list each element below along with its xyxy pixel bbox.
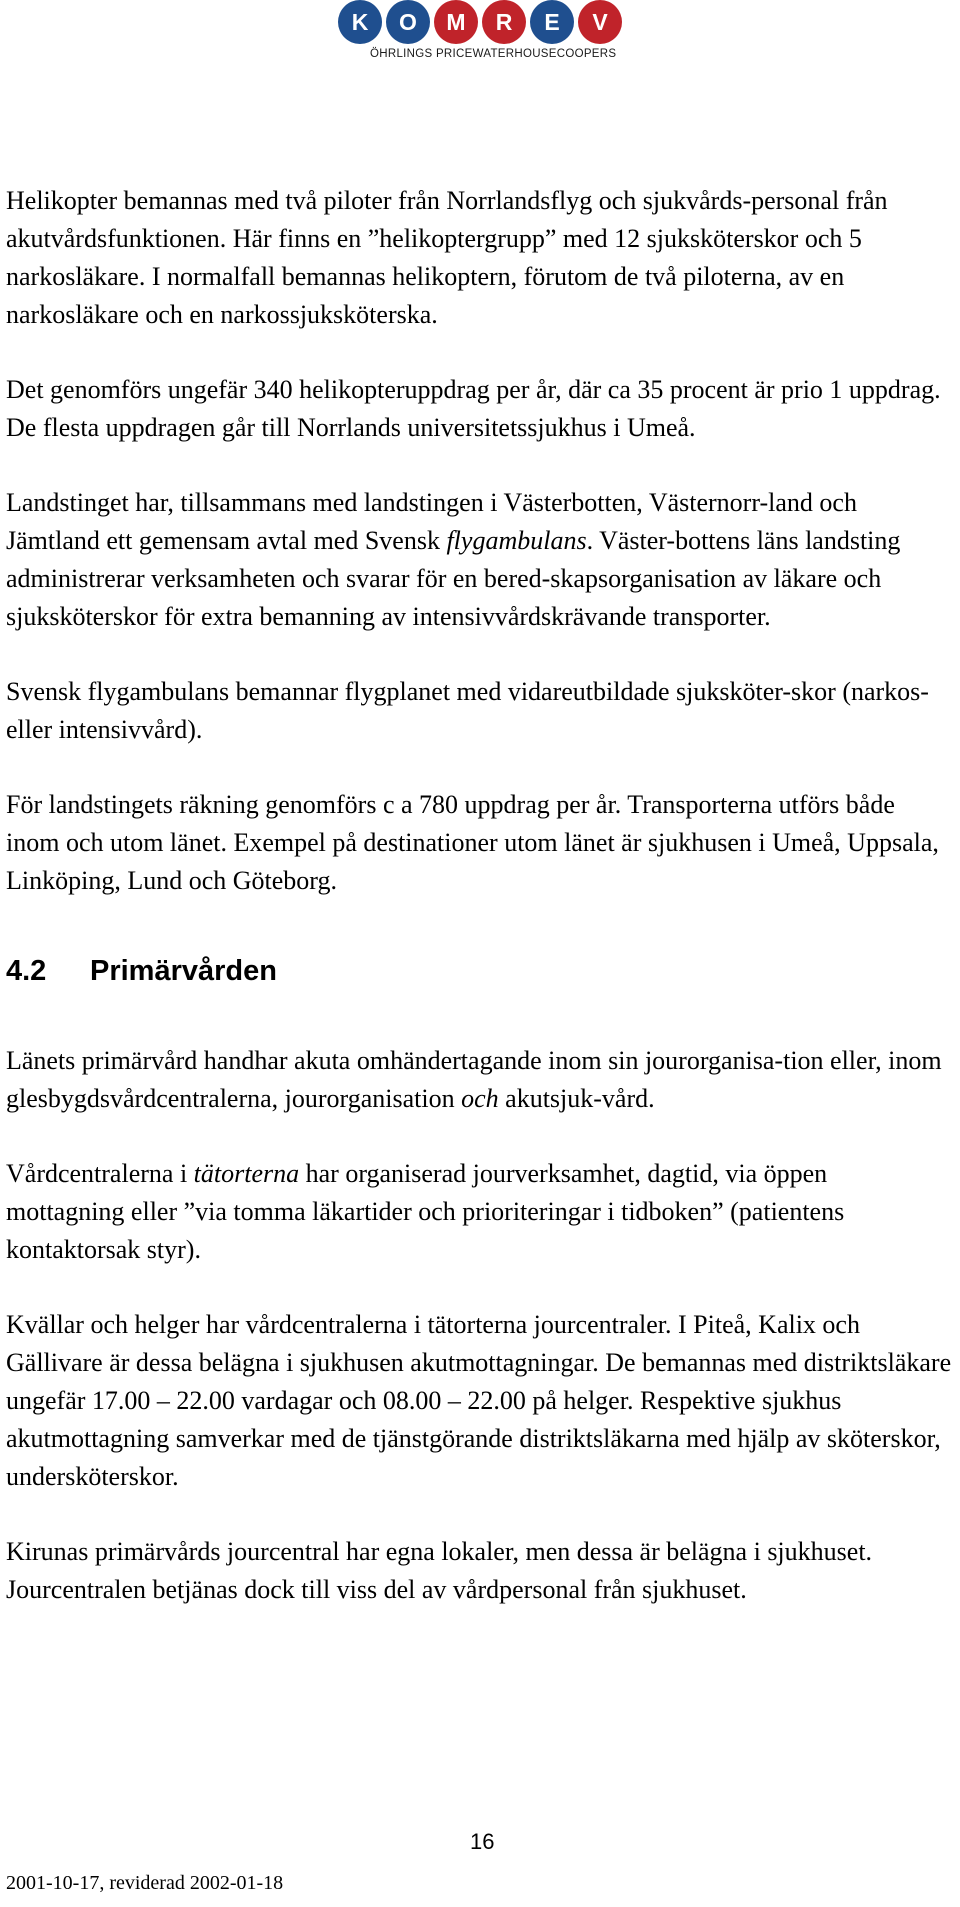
logo-letter-r: R [482,0,526,44]
logo-letter-o: O [386,0,430,44]
paragraph-county-agreement [6,484,952,636]
revision-date: 2001-10-17, reviderad 2002-01-18 [6,1872,284,1894]
logo-letter-v: V [578,0,622,44]
logo-letter-e: E [530,0,574,44]
text-segment: . Väster-bottens läns landsting administrerar verksamheten och svarar för en bered-skapsorganisation av läkare och sjuksköterskor för extra bemanning av intensivvårdskrävande transporter. [6,526,901,631]
logo-letter-m: M [434,0,478,44]
komrev-logo [338,0,628,68]
italic-text: flygambulans [446,526,587,555]
paragraph-helicopter-staffing: Helikopter bemannas med två piloter från Norrlandsflyg och sjukvårds-personal från akutvårdsfunktionen. Här finns en ”helikoptergrupp” med 12 sjuksköterskor och 5 narkosläkare. I normalfall bemannas helikoptern, förutom de två piloterna, av en narkosläkare och en narkossjuksköterska. [6,186,888,329]
italic-text: tätorterna [193,1159,300,1188]
logo-letter-k: K [338,0,382,44]
document-body [6,182,952,1609]
italic-text: och [461,1084,499,1113]
paragraph-health-centres [6,1155,952,1269]
section-heading [6,952,952,990]
text-segment: Länets primärvård handhar akuta omhändertagande inom sin jourorganisa-tion eller, inom glesbygdsvårdcentralerna, jourorganisation [6,1046,942,1113]
text-segment: Vårdcentralerna i [6,1159,194,1188]
section-number: 4.2 [6,955,47,987]
paragraph-primary-care [6,1042,952,1118]
paragraph-helicopter-missions: Det genomförs ungefär 340 helikopteruppdrag per år, där ca 35 procent är prio 1 uppdrag. De flesta uppdragen går till Norrlands universitetssjukhus i Umeå. [6,375,941,442]
paragraph-transport-volume: För landstingets räkning genomförs c a 780 uppdrag per år. Transporterna utförs både inom och utom länet. Exempel på destinationer utom länet är sjukhusen i Umeå, Uppsala, Linköping, Lund och Göteborg. [6,790,939,895]
logo-subtitle: ÖHRLINGS PRICEWATERHOUSECOOPERS [370,48,617,60]
text-segment: Landstinget har, tillsammans med landstingen i Västerbotten, Västernorr-land och Jämtland ett gemensam avtal med Svensk [6,488,857,555]
paragraph-air-ambulance-staffing: Svensk flygambulans bemannar flygplanet med vidareutbildade sjuksköter-skor (narkos- eller intensivvård). [6,677,929,744]
paragraph-kiruna: Kirunas primärvårds jourcentral har egna lokaler, men dessa är belägna i sjukhuset. Jourcentralen betjänas dock till viss del av vårdpersonal från sjukhuset. [6,1537,873,1604]
paragraph-evening-weekend: Kvällar och helger har vårdcentralerna i tätorterna jourcentraler. I Piteå, Kalix och Gällivare är dessa belägna i sjukhusen akutmottagningar. De bemannas med distriktsläkare ungefär 17.00 – 22.00 vardagar och 08.00 – 22.00 på helger. Respektive sjukhus akutmottagning samverkar med de tjänstgörande distriktsläkarna med hjälp av sköterskor, undersköterskor. [6,1310,952,1491]
logo-letters [338,0,628,46]
text-segment: akutsjuk-vård. [498,1084,655,1113]
section-title: Primärvården [90,955,277,987]
text-segment: har organiserad jourverksamhet, dagtid, via öppen mottagning eller ”via tomma läkartider och prioriteringar i tidboken” (patientens kontaktorsak styr). [6,1159,845,1264]
page-header [0,0,960,70]
page-number: 16 [470,1829,495,1854]
